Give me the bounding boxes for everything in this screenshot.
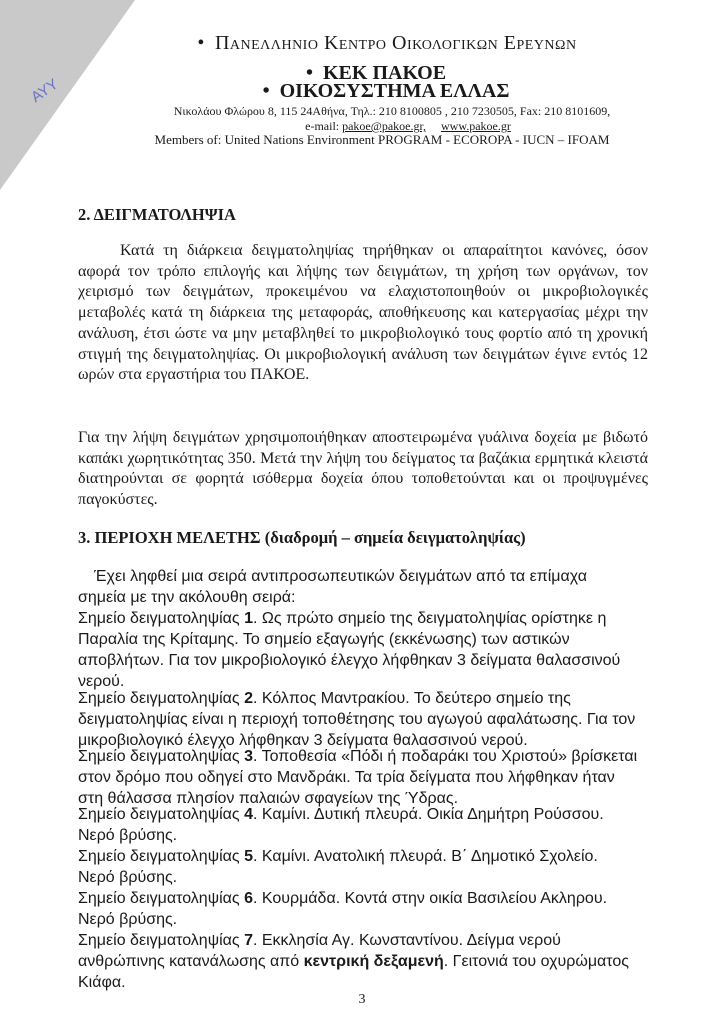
section-2-paragraph-1: Κατά τη διάρκεια δειγματοληψίας τηρήθηκαν οι απαραίτητοι κανόνες, όσον αφορά τον τρόπο επιλογής και λήψης των δειγμάτων, τη χρήση των οργάνων, τον χειρισμό των δειγμάτων, προκειμένου να ελαχιστοποιηθούν οι μικροβιολογικές μεταβολές κατά τη διάρκεια της μεταφοράς, αποθήκευσης και κατεργασίας μέχρι την ανάλυση, έτσι ώστε να μην μεταβληθεί το μικροβιολογικό τους φορτίο από τη χρονική στιγμή της δειγματοληψίας. Οι μικροβιολογική ανάλυση των δειγμάτων έγινε εντός 12 ωρών στα εργαστήρια του ΠΑΚΟΕ. [78,242,648,384]
ecosystem-name [24,80,724,103]
sampling-point-7 [78,930,638,993]
sampling-point-tail: . Γειτονιά του οχυρώματος Κιάφα. [78,953,629,991]
section-3-intro: Έχει ληφθεί μια σειρά αντιπροσωπευτικών δειγμάτων από τα επίμαχα σημεία με την ακόλουθη σειρά: [78,568,587,606]
sampling-point-prefix: Σημείο δειγματοληψίας [78,690,245,707]
sampling-point-prefix: Σημείο δειγματοληψίας [78,848,245,865]
email-link[interactable]: pakoe@pakoe.gr, [342,119,426,133]
bullet-icon: • [262,80,270,102]
website-link[interactable]: www.pakoe.gr [440,119,511,133]
sampling-point-6 [78,888,638,930]
sampling-point-number: 3 [244,748,253,765]
ecosystem-name-text: ΟΙΚΟΣΥΣΤΗΜΑ ΕΛΛΑΣ [279,80,510,102]
sampling-point-number: 6 [244,890,253,907]
sampling-point-prefix: Σημείο δειγματοληψίας [78,748,245,765]
sampling-point-4 [78,804,638,846]
contact-address: Νικολάου Φλώρου 8, 115 24Αθήνα, Τηλ.: 210 8100805 , 210 7230505, Fax: 210 8101609, [173,104,611,118]
sampling-point-description: . Τοποθεσία «Πόδι ή ποδαράκι του Χριστού» βρίσκεται στον δρόμο που οδηγεί στο Μανδράκι. Τα τρία δείγματα που λήφθηκαν ήταν στη θάλασσα πλησίον παλαιών σφαγείων της Ύδρας. [78,748,638,807]
sampling-point-prefix: Σημείο δειγματοληψίας [78,806,245,823]
organization-name [25,32,724,55]
organization-name-text: Πανελληνιο Κεντρο Οικολογικων Ερευνων [214,32,577,54]
sampling-point-number: 7 [244,932,253,949]
sampling-point-1 [78,608,638,692]
sampling-point-5 [78,846,638,888]
section-2-title: 2. ΔΕΙΓΜΑΤΟΛΗΨΙΑ [78,205,236,224]
sampling-point-prefix: Σημείο δειγματοληψίας [78,890,245,907]
section-3-title: 3. ΠΕΡΙΟΧΗ ΜΕΛΕΤΗΣ (διαδρομή – σημεία δειγματοληψίας) [78,528,526,547]
sampling-point-prefix: Σημείο δειγματοληψίας [78,932,245,949]
email-label: e-mail: [305,119,340,133]
sampling-point-3 [78,746,638,809]
kek-name-text: ΚΕΚ ΠΑΚΟΕ [322,62,447,84]
bullet-icon: • [305,62,313,84]
sampling-point-description: . Ως πρώτο σημείο της δειγματοληψίας ορίστηκε η Παραλία της Κρίταμης. Το σημείο εξαγωγής (εκκένωσης) των αστικών αποβλήτων. Για τον μικροβιολογικό έλεγχο λήφθηκαν 3 δείγματα θαλασσινού νερού. [78,610,621,690]
page-number: 3 [358,992,366,1007]
sampling-point-description: . Κουρμάδα. Κοντά στην οικία Βασιλείου Ακληρου. Νερό βρύσης. [78,890,608,928]
sampling-point-number: 4 [244,806,253,823]
sampling-point-number: 2 [244,690,253,707]
sampling-point-2 [78,688,638,751]
memberships: Members of: United Nations Environment PROGRAM - ECOROPA - IUCN – IFOAM [154,132,610,147]
section-2-paragraph-2: Για την λήψη δειγμάτων χρησιμοποιήθηκαν αποστειρωμένα γυάλινα δοχεία με βιδωτό καπάκι χωρητικότητας 350. Μετά την λήψη του δείγματος τα βαζάκια ερμητικά κλειστά διατηρούνται σε φορητά ισόθερμα δοχεία όπου τοποθετούνται και οι προψυγμένες παγοκύστες. [78,429,648,509]
sampling-point-emphasis: κεντρική δεξαμενή [303,953,444,970]
sampling-point-prefix: Σημείο δειγματοληψίας [78,610,245,627]
sampling-point-description: . Καμίνι. Δυτική πλευρά. Οικία Δημήτρη Ρούσσου. Νερό βρύσης. [78,806,604,844]
sampling-point-number: 5 [244,848,253,865]
bullet-icon: • [197,32,205,54]
sampling-point-number: 1 [244,610,253,627]
sampling-point-description: . Εκκλησία Αγ. Κωνσταντίνου. Δείγμα νερού ανθρώπινης κατανάλωσης από [78,932,561,970]
stamp-mark: ΑΥΥ [28,75,62,107]
sampling-point-description: . Καμίνι. Ανατολική πλευρά. Β΄ Δημοτικό Σχολείο. Νερό βρύσης. [78,848,598,886]
sampling-point-description: . Κόλπος Μαντρακίου. Το δεύτερο σημείο της δειγματοληψίας είναι η περιοχή τοποθέτησης του αγωγού αφαλάτωσης. Για τον μικροβιολογικό έλεγχο λήφθηκαν 3 δείγματα θαλασσινού νερού. [78,690,636,749]
